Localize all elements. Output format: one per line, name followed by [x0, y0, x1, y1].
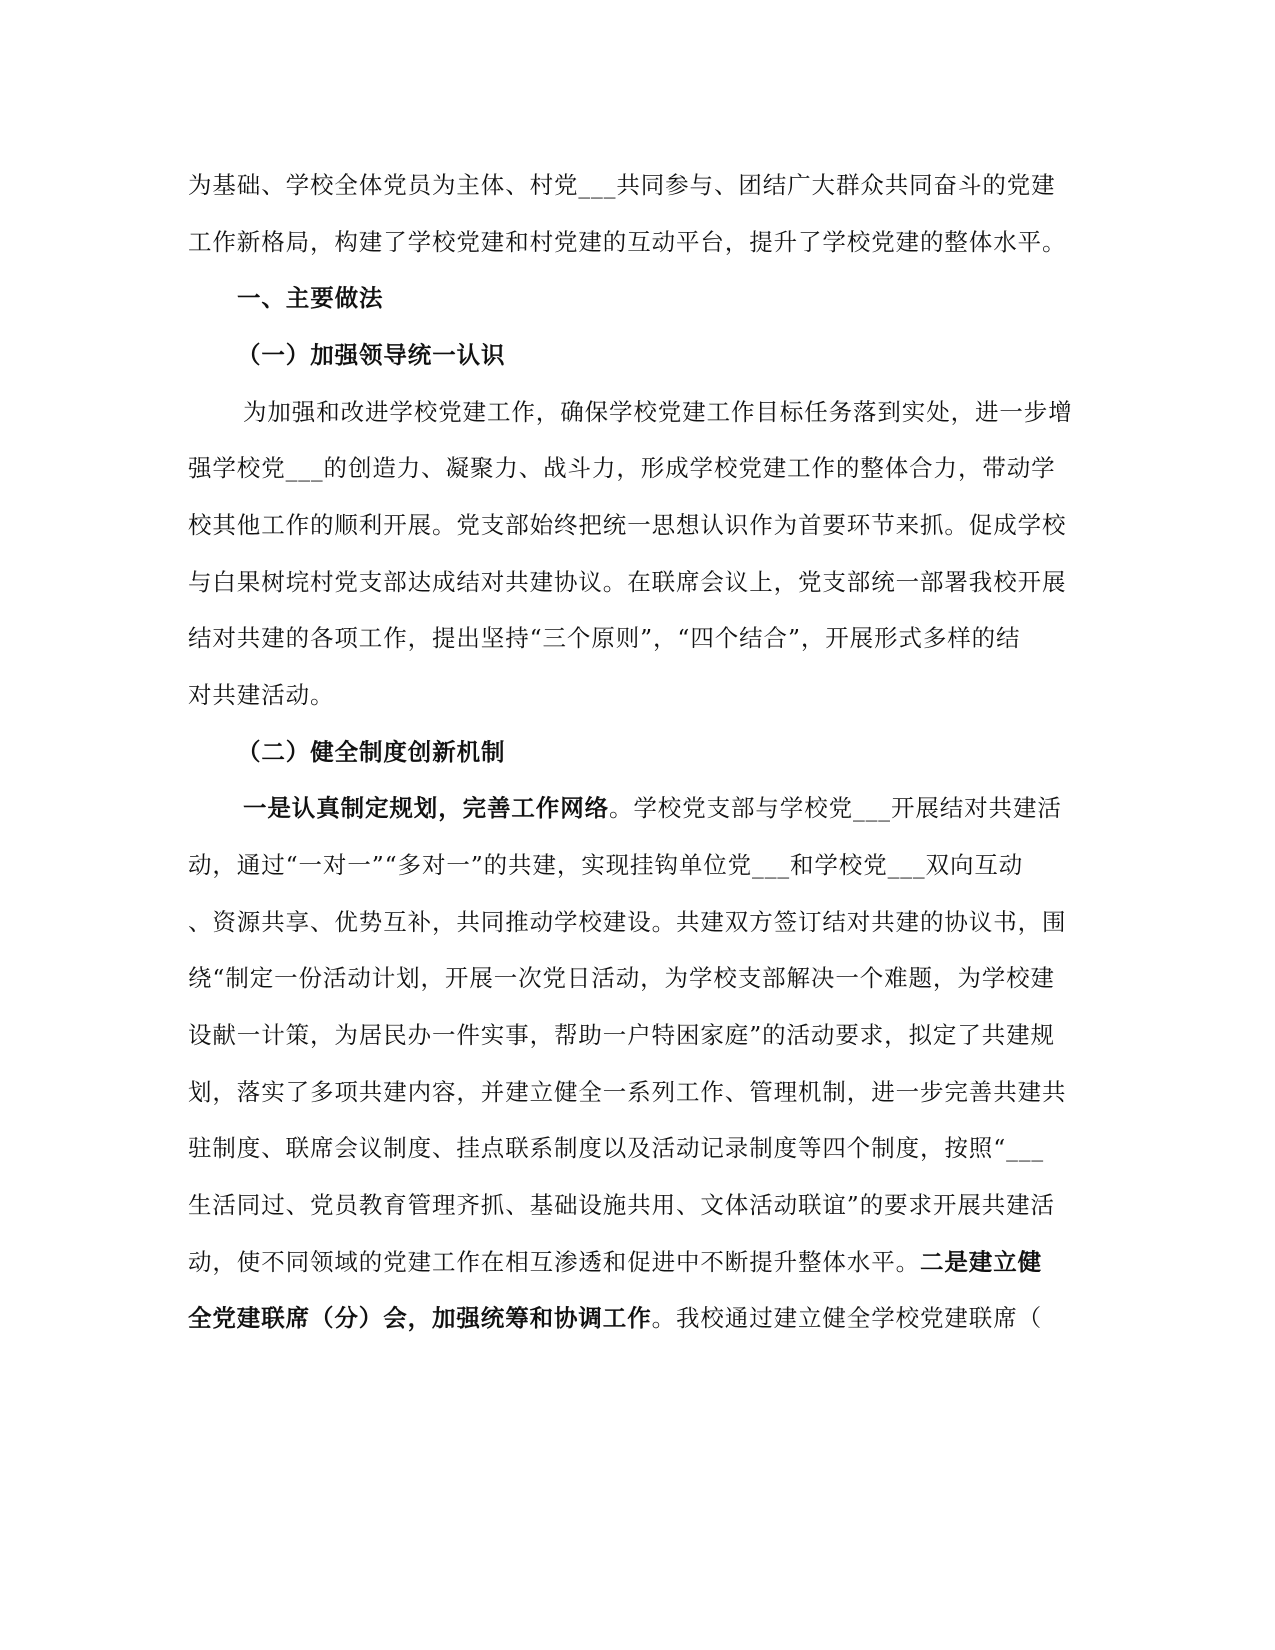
bold-lead-text: 全党建联席（分）会，加强统筹和协调工作 [188, 1304, 652, 1332]
line-text: 、资源共享、优势互补，共同推动学校建设。共建双方签订结对共建的协议书，围 [188, 908, 1067, 936]
line-text: 设献一计策，为居民办一件实事，帮助一户特困家庭”的活动要求，拟定了共建规 [188, 1021, 1055, 1049]
paragraph-line [188, 1128, 1088, 1168]
paragraph-line [188, 1242, 1088, 1282]
heading-text: （二）健全制度创新机制 [237, 738, 506, 766]
line-text: 。学校党支部与学校党___开展结对共建活 [609, 794, 1062, 822]
paragraph-line [188, 675, 1088, 715]
paragraph-line [188, 1298, 1088, 1338]
section-heading [237, 278, 1137, 318]
line-text: 动，使不同领域的党建工作在相互渗透和促进中不断提升整体水平。 [188, 1248, 920, 1276]
line-text: 动，通过“一对一”“多对一”的共建，实现挂钩单位党___和学校党___双向互动 [188, 851, 1024, 879]
paragraph-line [188, 845, 1088, 885]
paragraph-line [188, 902, 1088, 942]
line-text: 为加强和改进学校党建工作，确保学校党建工作目标任务落到实处，进一步增 [243, 398, 1073, 426]
paragraph-line [188, 1185, 1088, 1225]
line-text: 对共建活动。 [188, 681, 335, 709]
line-text: 结对共建的各项工作，提出坚持“三个原则”，“四个结合”，开展形式多样的结 [188, 624, 1021, 652]
paragraph-line [188, 1072, 1088, 1112]
paragraph-line [188, 1015, 1088, 1055]
paragraph-line [188, 505, 1088, 545]
heading-text: （一）加强领导统一认识 [237, 341, 506, 369]
paragraph-line [188, 618, 1088, 658]
line-text: 划，落实了多项共建内容，并建立健全一系列工作、管理机制，进一步完善共建共 [188, 1078, 1067, 1106]
subsection-heading [237, 335, 1137, 375]
line-text: 生活同过、党员教育管理齐抓、基础设施共用、文体活动联谊”的要求开展共建活 [188, 1191, 1055, 1219]
paragraph-line [243, 392, 1143, 432]
line-text: 校其他工作的顺利开展。党支部始终把统一思想认识作为首要环节来抓。促成学校 [188, 511, 1067, 539]
subsection-heading [237, 732, 1137, 772]
line-text: 为基础、学校全体党员为主体、村党___共同参与、团结广大群众共同奋斗的党建 [188, 171, 1056, 199]
line-text: 。我校通过建立健全学校党建联席（ [651, 1304, 1043, 1332]
paragraph-line [188, 562, 1088, 602]
paragraph-line [188, 448, 1088, 488]
paragraph-line [188, 958, 1088, 998]
paragraph-line [188, 165, 1088, 205]
line-text: 驻制度、联席会议制度、挂点联系制度以及活动记录制度等四个制度，按照“___ [188, 1134, 1045, 1162]
line-text: 强学校党___的创造力、凝聚力、战斗力，形成学校党建工作的整体合力，带动学 [188, 454, 1056, 482]
paragraph-line [243, 788, 1143, 828]
bold-lead-text: 二是建立健 [920, 1248, 1042, 1276]
line-text: 绕“制定一份活动计划，开展一次党日活动，为学校支部解决一个难题，为学校建 [188, 964, 1055, 992]
heading-text: 一、主要做法 [237, 284, 384, 312]
bold-lead-text: 一是认真制定规划，完善工作网络 [243, 794, 609, 822]
line-text: 与白果树垸村党支部达成结对共建协议。在联席会议上，党支部统一部署我校开展 [188, 568, 1067, 596]
line-text: 工作新格局，构建了学校党建和村党建的互动平台，提升了学校党建的整体水平。 [188, 228, 1067, 256]
paragraph-line [188, 222, 1088, 262]
